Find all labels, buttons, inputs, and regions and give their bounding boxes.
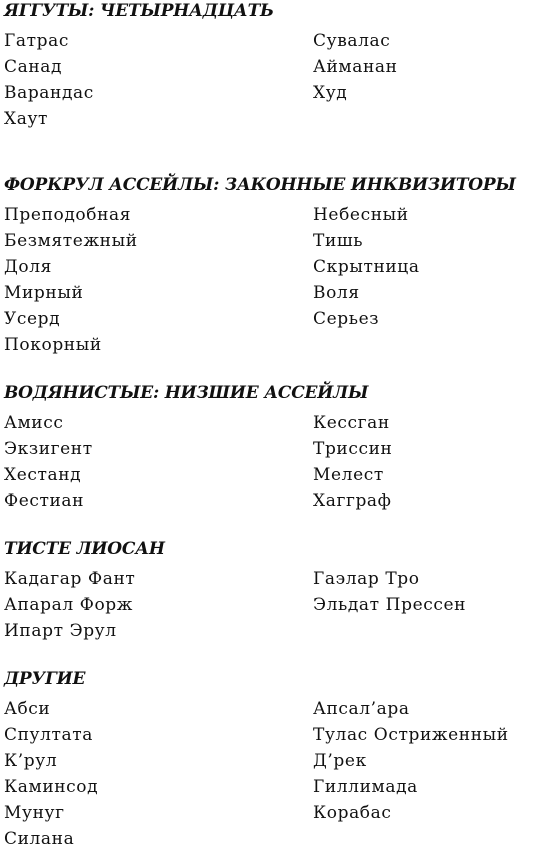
section-heading: ФОРКРУЛ АССЕЙЛЫ: ЗАКОННЫЕ ИНКВИЗИТОРЫ bbox=[4, 175, 516, 195]
list-item: Кессган bbox=[313, 413, 390, 433]
section-heading: ЯГГУТЫ: ЧЕТЫРНАДЦАТЬ bbox=[4, 1, 274, 21]
names-right-column bbox=[313, 412, 392, 516]
names-left-column bbox=[4, 204, 138, 360]
names-right-column bbox=[313, 568, 466, 620]
section-others bbox=[4, 668, 556, 849]
list-item: К’рул bbox=[4, 751, 58, 771]
section-tiste-liosan bbox=[4, 538, 556, 641]
names-left-column bbox=[4, 568, 135, 646]
list-item: Ипарт Эрул bbox=[4, 621, 117, 641]
section-heading: ВОДЯНИСТЫЕ: НИЗШИЕ АССЕЙЛЫ bbox=[4, 383, 369, 403]
list-item: Скрытница bbox=[313, 257, 420, 277]
list-item: Мирный bbox=[4, 283, 84, 303]
list-item: Абси bbox=[4, 699, 51, 719]
list-item: Силана bbox=[4, 829, 75, 849]
list-item: Гаэлар Тро bbox=[313, 569, 420, 589]
list-item: Гатрас bbox=[4, 31, 69, 51]
list-item: Преподобная bbox=[4, 205, 132, 225]
section-forkrul-assail bbox=[4, 174, 556, 355]
names-left-column bbox=[4, 698, 98, 854]
names-right-column bbox=[313, 30, 398, 108]
list-item: Хестанд bbox=[4, 465, 82, 485]
list-item: Спултата bbox=[4, 725, 94, 745]
names-right-column bbox=[313, 698, 509, 828]
list-item: Экзигент bbox=[4, 439, 93, 459]
list-item: Покорный bbox=[4, 335, 102, 355]
list-item: Варандас bbox=[4, 83, 94, 103]
names-left-column bbox=[4, 30, 94, 134]
list-item: Доля bbox=[4, 257, 52, 277]
section-heading: ДРУГИЕ bbox=[4, 669, 86, 689]
list-item: Д’рек bbox=[313, 751, 367, 771]
section-jaghut bbox=[4, 0, 556, 129]
list-item: Каминсод bbox=[4, 777, 99, 797]
list-item: Безмятежный bbox=[4, 231, 138, 251]
list-item: Хаггpaф bbox=[313, 491, 392, 511]
list-item: Гиллимада bbox=[313, 777, 418, 797]
list-item: Хаут bbox=[4, 109, 49, 129]
section-watered bbox=[4, 382, 556, 511]
list-item: Худ bbox=[313, 83, 348, 103]
list-item: Тишь bbox=[313, 231, 364, 251]
list-item: Воля bbox=[313, 283, 360, 303]
list-item: Сувалас bbox=[313, 31, 391, 51]
list-item: Мунуг bbox=[4, 803, 65, 823]
list-item: Амисс bbox=[4, 413, 64, 433]
list-item: Апсал’ара bbox=[313, 699, 410, 719]
list-item: Санад bbox=[4, 57, 63, 77]
list-item: Айманан bbox=[313, 57, 398, 77]
list-item: Корабас bbox=[313, 803, 392, 823]
section-heading: ТИСТЕ ЛИОСАН bbox=[4, 539, 165, 559]
list-item: Небесный bbox=[313, 205, 409, 225]
list-item: Кадагар Фант bbox=[4, 569, 136, 589]
names-right-column bbox=[313, 204, 420, 334]
list-item: Эльдат Прессен bbox=[313, 595, 467, 615]
list-item: Тулас Остриженный bbox=[313, 725, 509, 745]
list-item: Апарал Форж bbox=[4, 595, 134, 615]
list-item: Мелест bbox=[313, 465, 384, 485]
names-left-column bbox=[4, 412, 93, 516]
list-item: Фестиан bbox=[4, 491, 85, 511]
list-item: Серьез bbox=[313, 309, 380, 329]
list-item: Триссин bbox=[313, 439, 393, 459]
list-item: Усерд bbox=[4, 309, 61, 329]
